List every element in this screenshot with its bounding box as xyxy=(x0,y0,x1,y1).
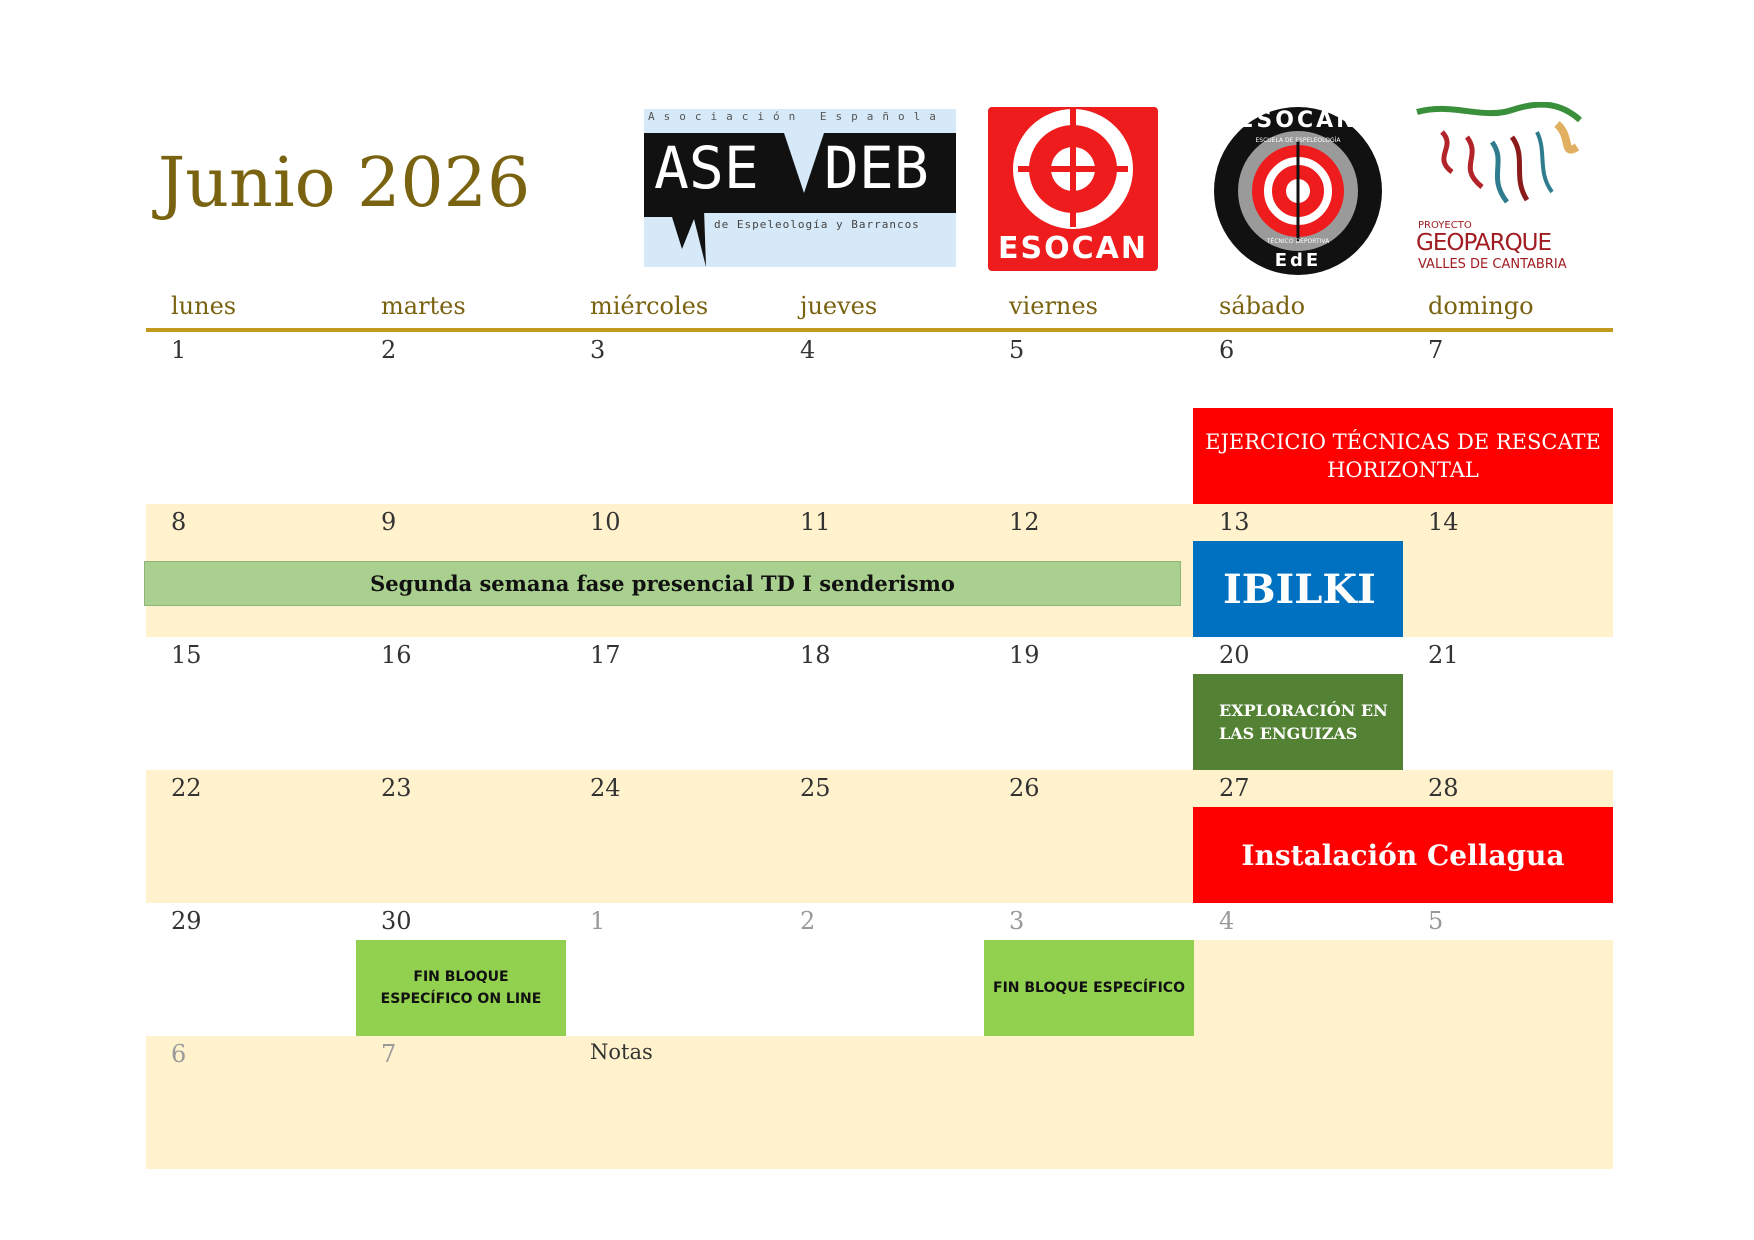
day-header-miercoles: miércoles xyxy=(590,292,709,320)
ede-ring-bottom-text: TÉCNICO DEPORTIVA xyxy=(1266,238,1330,245)
day-number: 29 xyxy=(171,907,202,935)
day-number: 10 xyxy=(590,508,621,536)
esocan-ede-logo xyxy=(1211,106,1385,276)
geoparque-main-text: GEOPARQUE xyxy=(1416,230,1552,256)
day-number: 27 xyxy=(1219,774,1250,802)
event-exploracion-label: EXPLORACIÓN EN LAS ENGUIZAS xyxy=(1219,700,1388,743)
esocan-logo xyxy=(988,107,1158,271)
day-number: 16 xyxy=(381,641,412,669)
asedeb-logo xyxy=(644,109,956,267)
event-fin-especifico xyxy=(984,940,1194,1036)
day-number: 26 xyxy=(1009,774,1040,802)
geoparque-small-text: PROYECTO xyxy=(1418,220,1472,231)
esocan-text: ESOCAN xyxy=(998,231,1148,266)
event-cellagua-label: Instalación Cellagua xyxy=(1241,838,1565,872)
day-number: 17 xyxy=(590,641,621,669)
day-number-next-month: 4 xyxy=(1219,907,1235,935)
day-number: 23 xyxy=(381,774,412,802)
notes-label: Notas xyxy=(590,1040,653,1064)
day-header-domingo: domingo xyxy=(1428,292,1534,320)
event-rescate-label: EJERCICIO TÉCNICAS DE RESCATE HORIZONTAL xyxy=(1205,429,1601,482)
day-number-next-month: 2 xyxy=(800,907,816,935)
day-number: 30 xyxy=(381,907,412,935)
asedeb-top-text: Asociación Española xyxy=(648,110,945,123)
ede-top-text: ESOCAN xyxy=(1238,108,1358,133)
day-header-jueves: jueves xyxy=(800,292,878,320)
event-ibilki-label: IBILKI xyxy=(1223,565,1376,613)
geoparque-logo xyxy=(1412,102,1584,274)
week-band-6 xyxy=(146,1036,1613,1169)
asedeb-bottom-text: de Espeleología y Barrancos xyxy=(714,218,920,231)
day-number: 12 xyxy=(1009,508,1040,536)
day-header-martes: martes xyxy=(381,292,466,320)
day-header-lunes: lunes xyxy=(171,292,237,320)
ede-bottom-text: EdE xyxy=(1274,250,1322,271)
event-ibilki xyxy=(1193,541,1403,637)
day-number: 19 xyxy=(1009,641,1040,669)
day-number: 22 xyxy=(171,774,202,802)
event-cellagua xyxy=(1193,807,1613,903)
event-fin-especifico-label: FIN BLOQUE ESPECÍFICO xyxy=(993,980,1185,996)
day-number: 11 xyxy=(800,508,831,536)
ede-ring-top-text: ESCUELA DE ESPELEOLOGÍA xyxy=(1255,137,1341,144)
event-senderismo xyxy=(144,561,1181,606)
day-number: 20 xyxy=(1219,641,1250,669)
day-number-next-month: 1 xyxy=(590,907,606,935)
rivers-icon xyxy=(1412,102,1584,212)
day-number: 28 xyxy=(1428,774,1459,802)
day-header-sabado: sábado xyxy=(1219,292,1306,320)
week-band-5-weekend xyxy=(1193,940,1613,1036)
day-number: 24 xyxy=(590,774,621,802)
day-number: 6 xyxy=(1219,336,1235,364)
day-number: 15 xyxy=(171,641,202,669)
day-number: 4 xyxy=(800,336,816,364)
event-rescate xyxy=(1193,408,1613,504)
asedeb-main-left: ASE xyxy=(654,134,759,202)
day-number-next-month: 7 xyxy=(381,1040,397,1068)
geoparque-sub-text: VALLES DE CANTABRIA xyxy=(1418,257,1567,272)
day-number: 9 xyxy=(381,508,397,536)
notch-shape xyxy=(784,133,824,193)
day-number: 1 xyxy=(171,336,187,364)
page-title: Junio 2026 xyxy=(158,144,531,223)
day-number-next-month: 6 xyxy=(171,1040,187,1068)
day-number-next-month: 3 xyxy=(1009,907,1025,935)
day-number: 21 xyxy=(1428,641,1459,669)
day-header-viernes: viernes xyxy=(1009,292,1098,320)
event-senderismo-label: Segunda semana fase presencial TD I senderismo xyxy=(370,571,955,596)
day-number-next-month: 5 xyxy=(1428,907,1444,935)
day-number: 18 xyxy=(800,641,831,669)
day-number: 5 xyxy=(1009,336,1025,364)
day-number: 3 xyxy=(590,336,606,364)
event-fin-online-label: FIN BLOQUE ESPECÍFICO ON LINE xyxy=(380,968,542,1007)
day-number: 25 xyxy=(800,774,831,802)
header-rule xyxy=(146,328,1613,332)
day-number: 7 xyxy=(1428,336,1444,364)
day-number: 14 xyxy=(1428,508,1459,536)
day-number: 13 xyxy=(1219,508,1250,536)
event-fin-online xyxy=(356,940,566,1036)
asedeb-main-right: DEB xyxy=(824,134,929,202)
day-number: 2 xyxy=(381,336,397,364)
day-number: 8 xyxy=(171,508,187,536)
event-exploracion xyxy=(1193,674,1403,770)
